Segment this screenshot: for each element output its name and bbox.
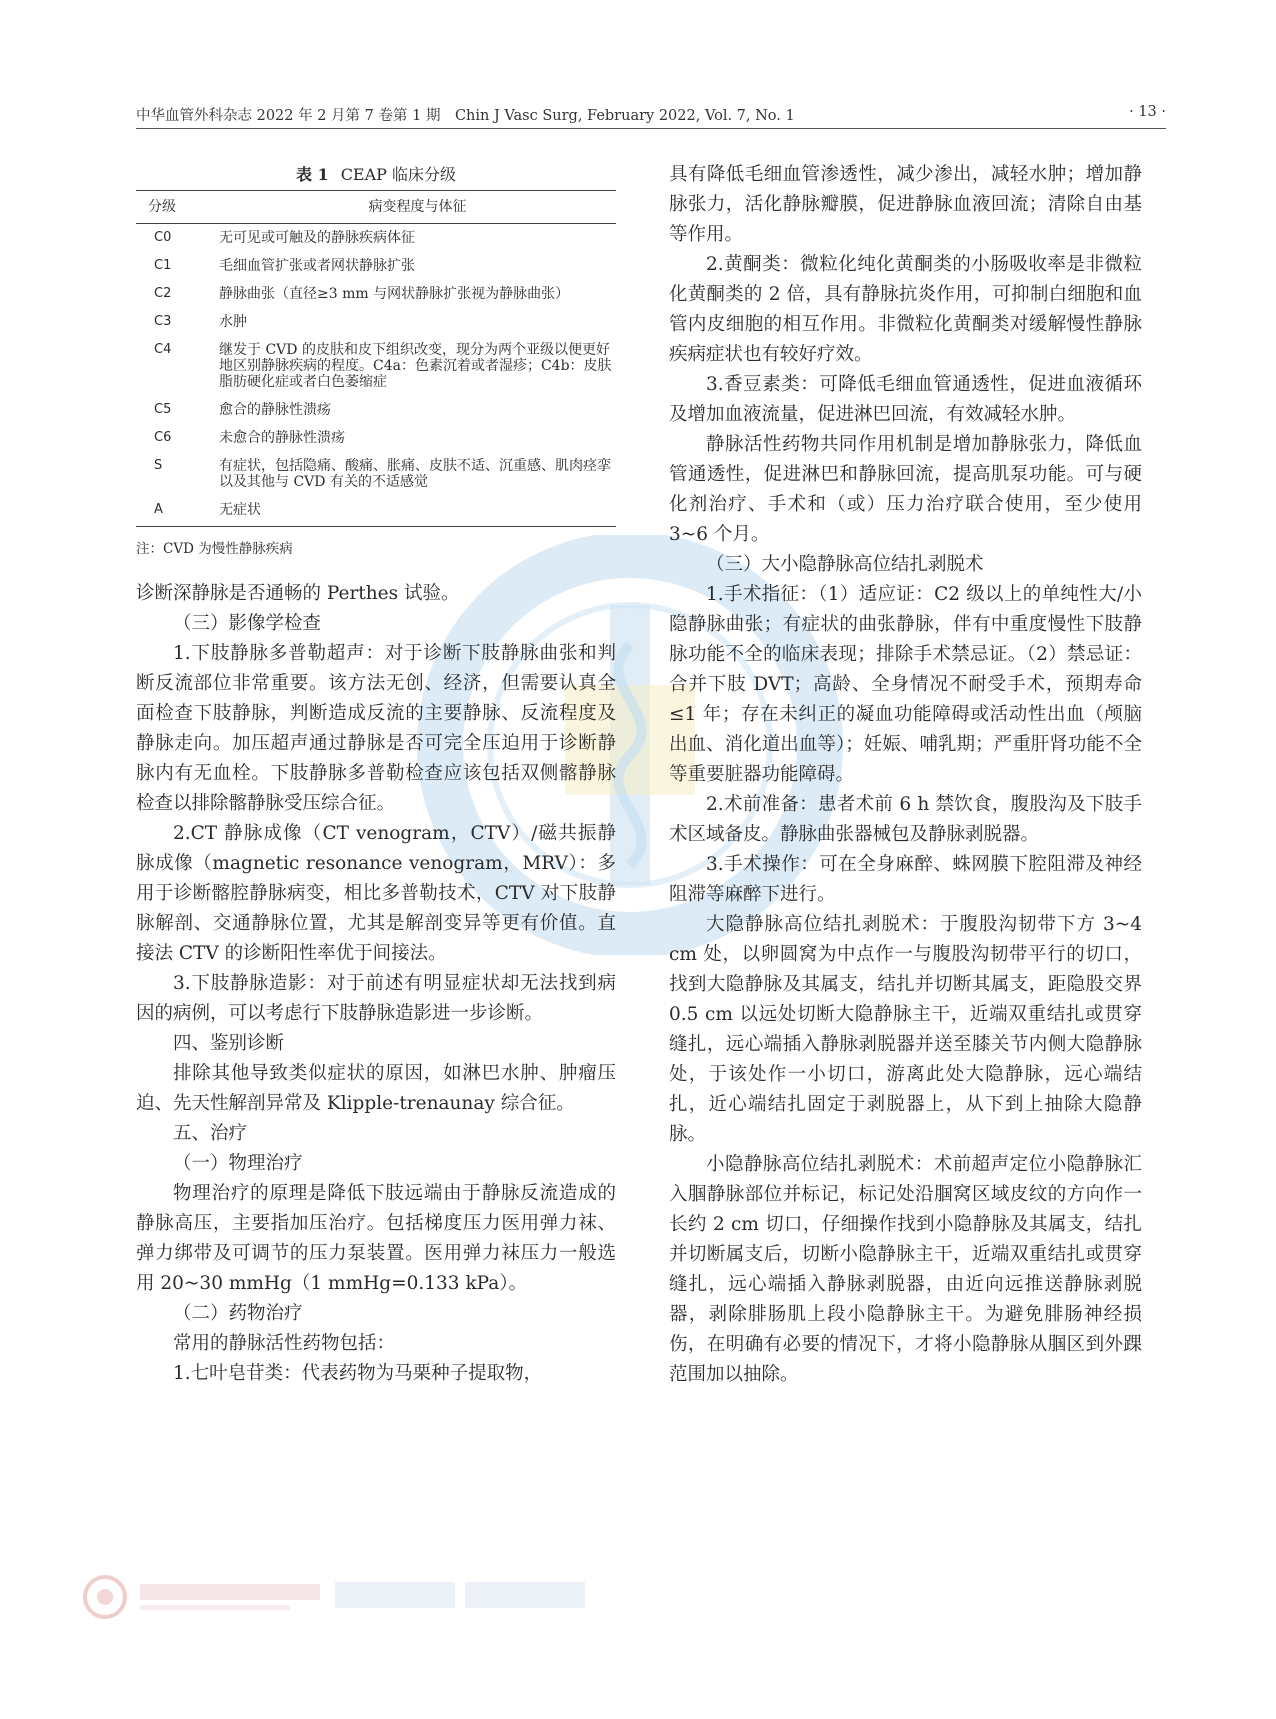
table-row [136,452,616,496]
table-label: 表 1 [295,165,329,184]
left-column [136,160,616,1389]
grade-description: 愈合的静脉性溃疡 [219,402,331,418]
paragraph: 排除其他导致类似症状的原因，如淋巴水肿、肿瘤压迫、先天性解剖异常及 Klipple-trenaunay 综合征。 [136,1063,616,1114]
grade-description: 静脉曲张（直径≥3 mm 与网状静脉扩张视为静脉曲张） [219,286,570,302]
running-header [136,104,1166,126]
paragraph: 2.黄酮类：微粒化纯化黄酮类的小肠吸收率是非微粒化黄酮类的 2 倍，具有静脉抗炎作用，可抑制白细胞和血管内皮细胞的相互作用。非微粒化黄酮类对缓解慢性静脉疾病症状也有较好疗效。 [669,254,1142,365]
table-caption [136,160,616,190]
section-heading: （三）大小隐静脉高位结扎剥脱术 [706,554,984,575]
paragraph: 物理治疗的原理是降低下肢远端由于静脉反流造成的静脉高压，主要指加压治疗。包括梯度压力医用弹力袜、弹力绑带及可调节的压力泵装置。医用弹力袜压力一般选用 20~30 mmHg（1 mmHg=0.133 kPa）。 [136,1183,616,1294]
journal-citation: 中华血管外科杂志 2022 年 2 月第 7 卷第 1 期 Chin J Vasc Surg, February 2022, Vol. 7, No. 1 [136,108,795,124]
table-row [136,424,616,452]
left-body-text [136,579,616,1389]
grade-description: 毛细血管扩张或者网状静脉扩张 [219,258,415,274]
paragraph: 1.下肢静脉多普勒超声：对于诊断下肢静脉曲张和判断反流部位非常重要。该方法无创、经济，但需要认真全面检查下肢静脉，判断造成反流的主要静脉、反流程度及静脉走向。加压超声通过静脉是否可完全压迫用于诊断静脉内有无血栓。下肢静脉多普勒检查应该包括双侧髂静脉检查以排除髂静脉受压综合征。 [136,643,616,814]
paragraph: 3.手术操作：可在全身麻醉、蛛网膜下腔阻滞及神经阻滞等麻醉下进行。 [669,854,1142,905]
paragraph: 2.术前准备：患者术前 6 h 禁饮食，腹股沟及下肢手术区域备皮。静脉曲张器械包及静脉剥脱器。 [669,794,1142,845]
paragraph: 1.手术指征：（1）适应证：C2 级以上的单纯性大/小隐静脉曲张；有症状的曲张静脉，伴有中重度慢性下肢静脉功能不全的临床表现；排除手术禁忌证。（2）禁忌证：合并下肢 DVT；高龄、全身情况不耐受手术，预期寿命≤1 年；存在未纠正的凝血功能障碍或活动性出血（颅脑出血、消化道出血等）；妊娠、哺乳期；严重肝肾功能不全等重要脏器功能障碍。 [669,584,1142,785]
grade-description: 未愈合的静脉性溃疡 [219,430,345,446]
section-heading: 五、治疗 [173,1123,248,1144]
paragraph: 1.七叶皂苷类：代表药物为马栗种子提取物， [173,1363,543,1384]
grade-description: 继发于 CVD 的皮肤和皮下组织改变，现分为两个亚级以便更好地区别静脉疾病的程度。C4a：色素沉着或者湿疹；C4b：皮肤脂肪硬化症或者白色萎缩症 [219,342,612,390]
paragraph: 静脉活性药物共同作用机制是增加静脉张力，降低血管通透性，促进淋巴和静脉回流，提高肌泵功能。可与硬化剂治疗、手术和（或）压力治疗联合使用，至少使用 3~6 个月。 [669,434,1142,545]
grade-code: C6 [154,430,172,445]
grade-code: C1 [154,258,172,273]
grade-description: 水肿 [219,314,247,330]
grade-code: C0 [154,230,172,245]
grade-code: C3 [154,314,172,329]
table-row [136,336,616,396]
table-row [136,224,616,253]
table-title: CEAP 临床分级 [340,165,457,184]
grade-code: S [154,458,163,473]
right-column [669,160,1142,1390]
paragraph: 3.下肢静脉造影：对于前述有明显症状却无法找到病因的病例，可以考虑行下肢静脉造影进一步诊断。 [136,973,616,1024]
grade-description: 有症状，包括隐痛、酸痛、胀痛、皮肤不适、沉重感、肌肉痉挛以及其他与 CVD 有关的不适感觉 [219,458,611,490]
right-body-text [669,160,1142,1390]
grade-code: C4 [154,342,172,357]
table-row [136,280,616,308]
table-note: 注：CVD 为慢性静脉疾病 [136,541,293,557]
grade-code: A [136,496,219,527]
grade-code: C5 [154,402,172,417]
column-header-grade: 分级 [136,191,219,224]
section-heading: 四、鉴别诊断 [173,1033,285,1054]
section-heading: （三）影像学检查 [173,613,322,634]
grade-description: 无症状 [219,496,616,527]
paragraph: 大隐静脉高位结扎剥脱术：于腹股沟韧带下方 3~4 cm 处，以卵圆窝为中点作一与腹股沟韧带平行的切口，找到大隐静脉及其属支，结扎并切断其属支，距隐股交界 0.5 cm 以远处切断大隐静脉主干，近端双重结扎或贯穿缝扎，远心端插入静脉剥脱器并送至膝关节内侧大隐静脉处，于该处作一小切口，游离此处大隐静脉，远心端结扎，近心端结扎固定于剥脱器上，从下到上抽除大隐静脉。 [669,914,1142,1145]
paragraph: 小隐静脉高位结扎剥脱术：术前超声定位小隐静脉汇入腘静脉部位并标记，标记处沿腘窝区域皮纹的方向作一长约 2 cm 切口，仔细操作找到小隐静脉及其属支，结扎并切断属支后，切断小隐静脉主干，近端双重结扎或贯穿缝扎，远心端插入静脉剥脱器，由近向远推送静脉剥脱器，剥除腓肠肌上段小隐静脉主干。为避免腓肠神经损伤，在明确有必要的情况下，才将小隐静脉从腘区到外踝范围加以抽除。 [669,1154,1142,1385]
section-heading: （一）物理治疗 [173,1153,303,1174]
paragraph: 诊断深静脉是否通畅的 Perthes 试验。 [136,583,460,604]
column-header-signs: 病变程度与体征 [219,191,616,224]
table-row [136,252,616,280]
paragraph: 常用的静脉活性药物包括： [173,1333,396,1354]
page-number: · 13 · [1129,104,1166,120]
table-row [136,496,616,527]
ceap-table [136,190,616,527]
table-row [136,308,616,336]
header-rule [136,128,1166,129]
grade-description: 无可见或可触及的静脉疾病体征 [219,230,415,246]
grade-code: C2 [154,286,172,301]
paragraph: 2.CT 静脉成像（CT venogram，CTV）/磁共振静脉成像（magnetic resonance venogram，MRV）：多用于诊断髂腔静脉病变，相比多普勒技术，CTV 对下肢静脉解剖、交通静脉位置，尤其是解剖变异等更有价值。直接法 CTV 的诊断阳性率优于间接法。 [136,823,616,964]
section-heading: （二）药物治疗 [173,1303,303,1324]
publisher-seal [80,1572,600,1622]
table-row [136,396,616,424]
paragraph: 具有降低毛细血管渗透性，减少渗出，减轻水肿；增加静脉张力，活化静脉瓣膜，促进静脉血液回流；清除自由基等作用。 [669,164,1142,245]
paragraph: 3.香豆素类：可降低毛细血管通透性，促进血液循环及增加血液流量，促进淋巴回流，有效减轻水肿。 [669,374,1142,425]
